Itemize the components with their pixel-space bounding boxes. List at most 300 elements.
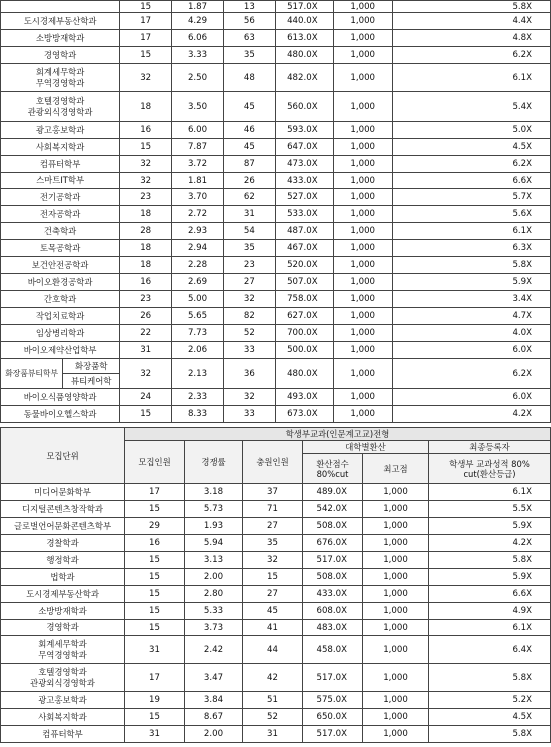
grade-cell: 5.8X (429, 726, 551, 743)
rate-cell: 6.00 (172, 122, 224, 139)
subunit-label: 화장품학 (63, 359, 119, 374)
table-row (1, 342, 551, 359)
quota-cell: 26 (120, 308, 172, 325)
grade-cell: 6.4X (429, 636, 551, 664)
table-row (1, 726, 551, 743)
accept-cell: 31 (243, 726, 303, 743)
unit-label: 경영학과 (46, 622, 79, 632)
accept-cell: 62 (223, 189, 275, 206)
accept-cell: 54 (223, 223, 275, 240)
cut-cell: 627.0X (275, 308, 333, 325)
accept-cell: 13 (223, 1, 275, 13)
max-cell: 1,000 (333, 308, 392, 325)
cut-cell: 758.0X (275, 291, 333, 308)
accept-cell: 33 (223, 342, 275, 359)
unit-label: 작업치료학과 (35, 310, 85, 321)
rate-cell: 1.87 (172, 1, 224, 13)
cut-cell: 575.0X (303, 692, 363, 709)
quota-cell: 15 (125, 569, 185, 586)
accept-cell: 23 (223, 257, 275, 274)
quota-cell: 22 (120, 325, 172, 342)
table-row (1, 535, 551, 552)
unit-label: 보건안전공학과 (31, 259, 89, 270)
accept-cell: 87 (223, 156, 275, 173)
cut-cell: 487.0X (275, 223, 333, 240)
rate-cell: 3.33 (172, 47, 224, 64)
grade-cell: 4.9X (429, 603, 551, 620)
quota-cell: 18 (120, 257, 172, 274)
table-row (1, 240, 551, 257)
unit-cell (1, 139, 120, 156)
quota-cell: 16 (120, 122, 172, 139)
accept-cell: 35 (223, 47, 275, 64)
max-cell: 1,000 (363, 484, 429, 501)
accept-cell: 37 (243, 484, 303, 501)
unit-cell (1, 206, 120, 223)
rate-cell: 5.33 (185, 603, 243, 620)
rate-cell: 2.94 (172, 240, 224, 257)
cut-cell: 473.0X (275, 156, 333, 173)
table-row (1, 189, 551, 206)
unit-cell (1, 342, 120, 359)
accept-cell: 51 (243, 692, 303, 709)
accept-cell: 33 (223, 406, 275, 423)
cut-cell: 673.0X (275, 406, 333, 423)
header-quota: 모집인원 (125, 441, 185, 484)
rate-cell: 2.13 (172, 359, 224, 389)
rate-cell: 5.65 (172, 308, 224, 325)
accept-cell: 27 (223, 274, 275, 291)
table-row (1, 518, 551, 535)
max-cell: 1,000 (333, 406, 392, 423)
grade-cell: 4.5X (392, 139, 550, 156)
unit-label: 도시경제부동산학과 (26, 588, 99, 599)
rate-cell: 2.93 (172, 223, 224, 240)
rate-cell: 2.33 (172, 389, 224, 406)
unit-label: 임상병리학과 (35, 327, 85, 338)
unit-label: 경찰학과 (46, 537, 79, 548)
unit-label: 소방방재학과 (35, 32, 85, 43)
max-cell: 1,000 (363, 620, 429, 636)
unit-label: 바이오식품영양학과 (23, 391, 97, 402)
cut-cell: 650.0X (303, 709, 363, 726)
cut-cell: 517.0X (303, 664, 363, 692)
unit-cell (1, 291, 120, 308)
table-row (1, 64, 551, 92)
cut-cell: 433.0X (303, 586, 363, 603)
rate-cell: 3.47 (185, 664, 243, 692)
accept-cell: 26 (223, 173, 275, 189)
max-cell: 1,000 (333, 47, 392, 64)
table-row (1, 47, 551, 64)
max-cell: 1,000 (333, 291, 392, 308)
header-grade: 학생부 교과성적 80% cut(환산등급) (429, 454, 551, 484)
accept-cell: 27 (243, 586, 303, 603)
cut-cell: 483.0X (303, 620, 363, 636)
unit-label: 사회복지학과 (38, 711, 87, 722)
table-row (1, 636, 551, 664)
unit-cell (1, 325, 120, 342)
max-cell: 1,000 (333, 206, 392, 223)
cut-cell: 647.0X (275, 139, 333, 156)
rate-cell: 3.73 (185, 620, 243, 636)
unit-cell (1, 586, 125, 603)
rate-cell: 6.06 (172, 30, 224, 47)
header-final: 최종등록자 (429, 441, 551, 454)
rate-cell: 3.50 (172, 92, 224, 122)
rate-cell: 5.73 (185, 501, 243, 518)
accept-cell: 45 (223, 92, 275, 122)
rate-cell: 3.72 (172, 156, 224, 173)
cut-cell: 507.0X (275, 274, 333, 291)
rate-cell: 2.72 (172, 206, 224, 223)
max-cell: 1,000 (333, 122, 392, 139)
accept-cell: 31 (223, 206, 275, 223)
unit-label: 간호학과 (43, 293, 77, 304)
table-row (1, 389, 551, 406)
unit-label: 컴퓨터학부 (39, 158, 81, 169)
cut-cell: 480.0X (275, 47, 333, 64)
quota-cell: 32 (120, 173, 172, 189)
cut-cell: 676.0X (303, 535, 363, 552)
table-row (1, 484, 551, 501)
unit-label: 경영학과 (43, 49, 77, 60)
max-cell: 1,000 (333, 13, 392, 30)
grade-cell: 6.2X (392, 359, 550, 389)
grade-cell: 6.1X (429, 484, 551, 501)
rate-cell: 2.28 (172, 257, 224, 274)
unit-cell (1, 484, 125, 501)
table-row (1, 1, 551, 13)
header-track: 학생부교과(인문계고교)전형 (125, 428, 551, 441)
grade-cell: 5.9X (429, 518, 551, 535)
unit-label: 회계세무학과 (35, 66, 85, 77)
rate-cell: 2.42 (185, 636, 243, 664)
grade-cell: 4.0X (392, 325, 550, 342)
unit-label: 사회복지학과 (35, 141, 85, 152)
unit-cell (1, 726, 125, 743)
unit-label: 바이오제약산업학부 (23, 344, 97, 355)
rate-cell: 2.06 (172, 342, 224, 359)
cut-cell: 482.0X (275, 64, 333, 92)
unit-label: 바이오환경공학과 (27, 276, 93, 287)
table-row (1, 359, 551, 389)
unit-cell (1, 620, 125, 636)
accept-cell: 32 (223, 291, 275, 308)
grade-cell: 5.8X (392, 257, 550, 274)
rate-cell: 8.67 (185, 709, 243, 726)
quota-cell: 31 (125, 726, 185, 743)
quota-cell: 18 (120, 92, 172, 122)
header-max: 최고점 (363, 454, 429, 484)
grade-cell: 5.8X (429, 664, 551, 692)
unit-cell (1, 1, 120, 13)
grade-cell: 5.9X (429, 569, 551, 586)
unit-cell (1, 257, 120, 274)
unit-label: 전자공학과 (39, 208, 81, 219)
unit-cell (1, 156, 120, 173)
rate-cell: 3.84 (185, 692, 243, 709)
accept-cell: 45 (223, 139, 275, 156)
rate-cell: 7.87 (172, 139, 224, 156)
grade-cell: 4.5X (429, 709, 551, 726)
unit-label: 무역경영학과 (38, 649, 87, 660)
quota-cell: 32 (120, 156, 172, 173)
table-row (1, 291, 551, 308)
max-cell: 1,000 (333, 240, 392, 257)
quota-cell: 17 (120, 13, 172, 30)
rate-cell: 7.73 (172, 325, 224, 342)
max-cell: 1,000 (333, 92, 392, 122)
accept-cell: 32 (223, 389, 275, 406)
quota-cell: 15 (125, 586, 185, 603)
quota-cell: 17 (120, 30, 172, 47)
rate-cell: 2.00 (185, 569, 243, 586)
unit-cell (1, 518, 125, 535)
unit-label: 전기공학과 (39, 191, 81, 202)
table-row (1, 257, 551, 274)
header-conversion: 대학별환산 (303, 441, 429, 454)
grade-cell: 5.8X (429, 552, 551, 569)
rate-cell: 2.80 (185, 586, 243, 603)
rate-cell: 1.81 (172, 173, 224, 189)
max-cell: 1,000 (363, 569, 429, 586)
table-row (1, 325, 551, 342)
table-row (1, 620, 551, 636)
grade-cell: 5.4X (392, 92, 550, 122)
quota-cell: 15 (120, 1, 172, 13)
grade-cell: 5.0X (392, 122, 550, 139)
max-cell: 1,000 (333, 257, 392, 274)
quota-cell: 32 (120, 359, 172, 389)
grade-cell: 6.6X (429, 586, 551, 603)
cut-cell: 542.0X (303, 501, 363, 518)
grade-cell: 4.4X (392, 13, 550, 30)
table-row (1, 122, 551, 139)
rate-cell: 3.70 (172, 189, 224, 206)
table-row (1, 586, 551, 603)
quota-cell: 15 (125, 620, 185, 636)
accept-cell: 46 (223, 122, 275, 139)
unit-label: 법학과 (50, 571, 75, 582)
unit-cell (1, 274, 120, 291)
rate-cell: 4.29 (172, 13, 224, 30)
quota-cell: 16 (120, 274, 172, 291)
table-row (1, 92, 551, 122)
max-cell: 1,000 (333, 189, 392, 206)
grade-cell: 6.1X (392, 64, 550, 92)
quota-cell: 31 (125, 636, 185, 664)
table-row (1, 30, 551, 47)
cut-cell: 480.0X (275, 359, 333, 389)
max-cell: 1,000 (333, 30, 392, 47)
accept-cell: 44 (243, 636, 303, 664)
table-row (1, 156, 551, 173)
grade-cell: 6.2X (392, 156, 550, 173)
cut-cell: 493.0X (275, 389, 333, 406)
cut-cell: 458.0X (303, 636, 363, 664)
unit-cell (1, 308, 120, 325)
table-row (1, 569, 551, 586)
rate-cell: 8.33 (172, 406, 224, 423)
grade-cell: 4.2X (429, 535, 551, 552)
quota-cell: 18 (120, 240, 172, 257)
cut-cell: 520.0X (275, 257, 333, 274)
unit-cell (1, 240, 120, 257)
grade-cell: 6.1X (429, 620, 551, 636)
rate-cell: 3.13 (185, 552, 243, 569)
grade-cell: 5.7X (392, 189, 550, 206)
accept-cell: 82 (223, 308, 275, 325)
table-row (1, 664, 551, 692)
max-cell: 1,000 (363, 636, 429, 664)
cut-cell: 508.0X (303, 518, 363, 535)
rate-cell: 5.94 (185, 535, 243, 552)
unit-cell (1, 30, 120, 47)
grade-cell: 5.9X (392, 274, 550, 291)
cut-cell: 508.0X (303, 569, 363, 586)
unit-label: 건축학과 (43, 225, 77, 236)
max-cell: 1,000 (333, 342, 392, 359)
grade-cell: 6.6X (392, 173, 550, 189)
grade-cell: 4.8X (392, 30, 550, 47)
quota-cell: 19 (125, 692, 185, 709)
quota-cell: 23 (120, 189, 172, 206)
unit-label: 컴퓨터학부 (42, 728, 83, 739)
unit-label: 도시경제부동산학과 (23, 15, 97, 26)
max-cell: 1,000 (363, 501, 429, 518)
subunit-cell (63, 359, 120, 389)
unit-label: 디지털콘텐츠창작학과 (22, 503, 103, 514)
unit-label: 토목공학과 (39, 242, 81, 253)
quota-cell: 15 (120, 47, 172, 64)
accept-cell: 52 (223, 325, 275, 342)
accept-cell: 52 (243, 709, 303, 726)
rate-cell: 3.18 (185, 484, 243, 501)
rate-cell: 2.50 (172, 64, 224, 92)
table-row (1, 709, 551, 726)
quota-cell: 15 (120, 139, 172, 156)
accept-cell: 63 (223, 30, 275, 47)
accept-cell: 71 (243, 501, 303, 518)
unit-cell (1, 173, 120, 189)
quota-cell: 18 (120, 206, 172, 223)
unit-label: 광고홍보학과 (38, 694, 87, 705)
cut-cell: 467.0X (275, 240, 333, 257)
grade-cell: 4.7X (392, 308, 550, 325)
subunit-stack (63, 359, 119, 388)
unit-label: 소방방재학과 (38, 605, 87, 616)
rate-cell: 5.00 (172, 291, 224, 308)
max-cell: 1,000 (363, 518, 429, 535)
admissions-table-bottom (0, 427, 551, 743)
max-cell: 1,000 (333, 325, 392, 342)
header-accept: 충원인원 (243, 441, 303, 484)
grade-cell: 6.0X (392, 389, 550, 406)
unit-cell (1, 603, 125, 620)
cut-cell: 560.0X (275, 92, 333, 122)
cut-cell: 700.0X (275, 325, 333, 342)
unit-cell (1, 223, 120, 240)
unit-cell (1, 709, 125, 726)
grade-cell: 6.3X (392, 240, 550, 257)
cut-cell: 517.0X (303, 726, 363, 743)
quota-cell: 28 (120, 223, 172, 240)
max-cell: 1,000 (363, 552, 429, 569)
max-cell: 1,000 (333, 359, 392, 389)
unit-cell (1, 406, 120, 423)
cut-cell: 527.0X (275, 189, 333, 206)
max-cell: 1,000 (333, 139, 392, 156)
rate-cell: 2.00 (185, 726, 243, 743)
cut-cell: 517.0X (275, 1, 333, 13)
grade-cell: 5.8X (392, 1, 550, 13)
unit-cell (1, 122, 120, 139)
quota-cell: 24 (120, 389, 172, 406)
subunit-label: 뷰티케어학 (71, 376, 112, 386)
header-unit: 모집단위 (1, 428, 125, 484)
rate-cell: 1.93 (185, 518, 243, 535)
unit-cell (1, 552, 125, 569)
unit-label: 행정학과 (46, 554, 79, 565)
table-row (1, 603, 551, 620)
table-row (1, 406, 551, 423)
unit-cell: 화장품뷰티학부 (1, 359, 63, 389)
accept-cell: 45 (243, 603, 303, 620)
unit-cell (1, 189, 120, 206)
max-cell: 1,000 (363, 664, 429, 692)
cut-cell: 593.0X (275, 122, 333, 139)
grade-cell: 6.2X (392, 47, 550, 64)
unit-cell (1, 64, 120, 92)
unit-label: 관광외식경영학과 (30, 677, 95, 688)
unit-label: 호텔경영학과 (35, 95, 85, 106)
quota-cell: 17 (125, 484, 185, 501)
quota-cell: 31 (120, 342, 172, 359)
max-cell: 1,000 (333, 173, 392, 189)
table-row (1, 139, 551, 156)
cut-cell: 517.0X (303, 552, 363, 569)
unit-cell (1, 636, 125, 664)
header-rate: 경쟁률 (185, 441, 243, 484)
table-row (1, 223, 551, 240)
cut-cell: 489.0X (303, 484, 363, 501)
header-cut: 환산점수 80%cut (303, 454, 363, 484)
max-cell: 1,000 (333, 389, 392, 406)
table-row (1, 13, 551, 30)
cut-cell: 500.0X (275, 342, 333, 359)
quota-cell: 15 (125, 501, 185, 518)
accept-cell: 42 (243, 664, 303, 692)
max-cell: 1,000 (363, 535, 429, 552)
grade-cell: 5.6X (392, 206, 550, 223)
unit-label: 광고홍보학과 (35, 124, 85, 135)
table-row (1, 501, 551, 518)
quota-cell: 15 (120, 406, 172, 423)
accept-cell: 27 (243, 518, 303, 535)
quota-cell: 29 (125, 518, 185, 535)
grade-cell: 6.0X (392, 342, 550, 359)
max-cell: 1,000 (363, 586, 429, 603)
unit-cell (1, 47, 120, 64)
cut-cell: 533.0X (275, 206, 333, 223)
accept-cell: 56 (223, 13, 275, 30)
quota-cell: 23 (120, 291, 172, 308)
cut-cell: 613.0X (275, 30, 333, 47)
cut-cell: 440.0X (275, 13, 333, 30)
max-cell: 1,000 (333, 274, 392, 291)
table-row (1, 692, 551, 709)
